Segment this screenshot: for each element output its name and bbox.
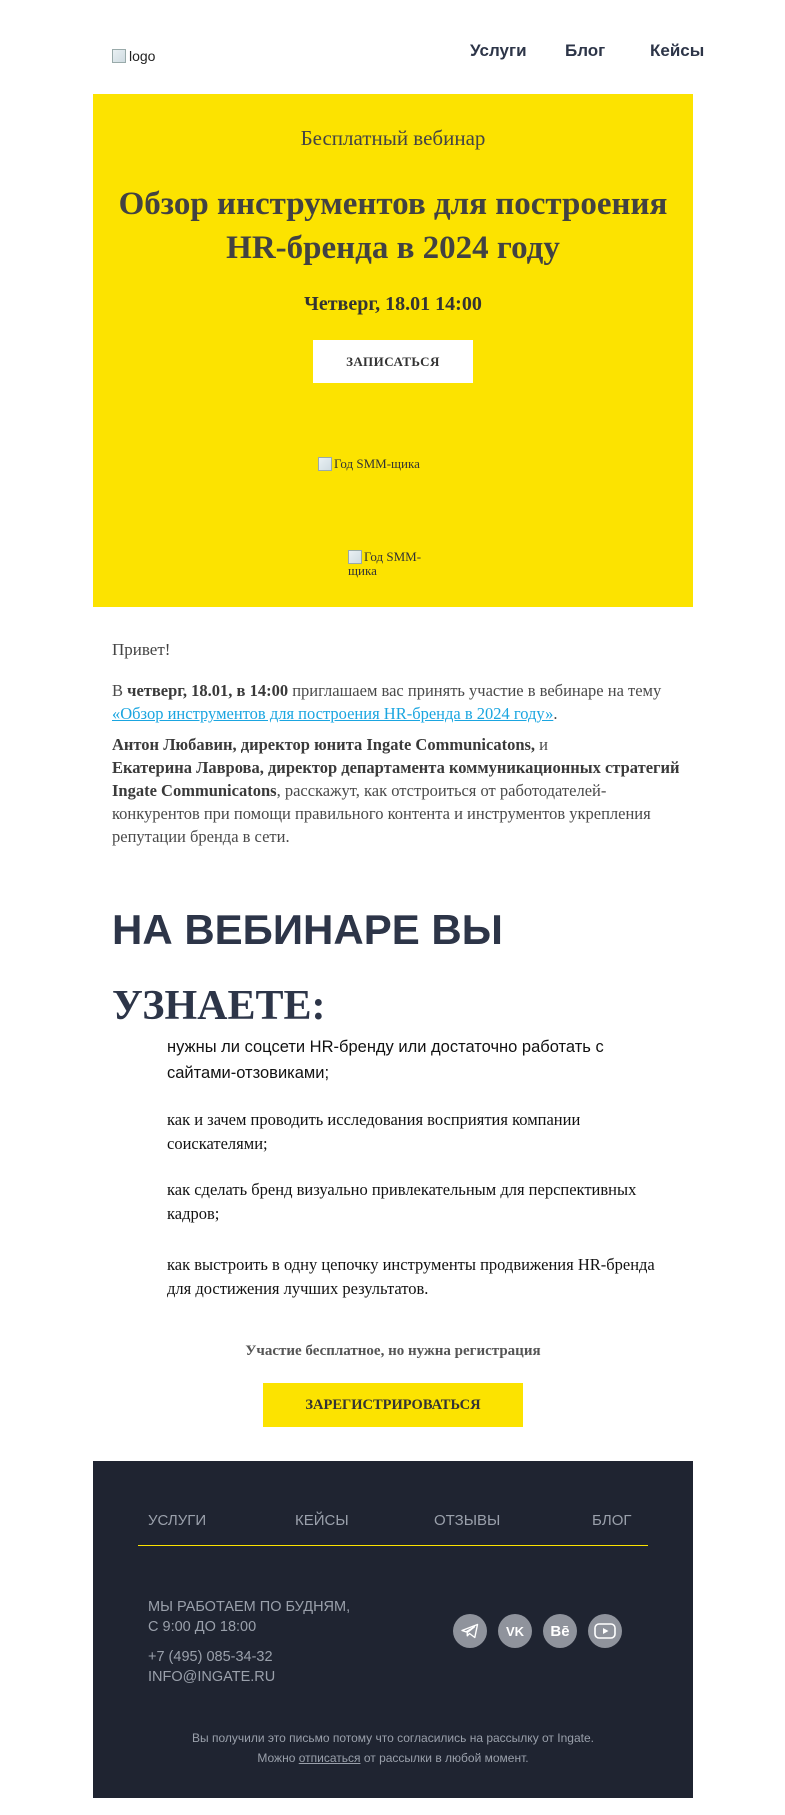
logo[interactable] — [112, 48, 155, 64]
behance-glyph: Bē — [550, 1622, 570, 1640]
speakers-text: и — [535, 735, 549, 754]
register-button[interactable]: ЗАРЕГИСТРИРОВАТЬСЯ — [263, 1383, 523, 1427]
footer-nav-services[interactable]: УСЛУГИ — [148, 1512, 207, 1529]
unsubscribe-link[interactable]: отписаться — [298, 1751, 361, 1765]
nav-item-services[interactable]: Услуги — [470, 41, 527, 60]
webinar-topic-link[interactable]: «Обзор инструментов для построения HR-бренда в 2024 году» — [112, 704, 554, 723]
hero-image-1-alt: Год SMM-щика — [334, 456, 420, 471]
section-heading-line1: НА ВЕБИНАРЕ ВЫ — [112, 906, 503, 953]
hero-title-line1: Обзор инструментов для построения — [118, 186, 668, 222]
speaker-2: Екатерина Лаврова, директор департамента коммуникационных стратегий Ingate Communicatons — [112, 758, 680, 800]
hero-image-2-alt: Год SMM-щика — [348, 549, 422, 578]
signup-button[interactable]: ЗАПИСАТЬСЯ — [313, 340, 473, 383]
vk-icon[interactable] — [498, 1614, 532, 1648]
section-heading-line2: УЗНАЕТЕ: — [112, 983, 326, 1029]
fine-text: от рассылки в любой момент. — [360, 1751, 529, 1765]
list-item: как сделать бренд визуально привлекательным для перспективных кадров; — [167, 1180, 637, 1223]
contacts — [148, 1647, 275, 1687]
fine-text: Можно — [257, 1751, 299, 1765]
broken-image-icon — [112, 49, 126, 63]
nav-item-blog[interactable]: Блог — [565, 41, 606, 60]
hero-image-1 — [318, 456, 420, 472]
speaker-1: Антон Любавин, директор юнита Ingate Communicatons, — [112, 735, 536, 754]
footer-nav-cases[interactable]: КЕЙСЫ — [295, 1512, 349, 1529]
intro-text: . — [553, 704, 558, 723]
list-item: как выстроить в одну цепочку инструменты продвижения HR-бренда для достижения лучших результатов. — [167, 1255, 655, 1298]
vk-glyph: VK — [505, 1623, 525, 1639]
working-hours-line1: МЫ РАБОТАЕМ ПО БУДНЯМ, — [148, 1599, 351, 1615]
list-item: как и зачем проводить исследования восприятия компании соискателями; — [167, 1110, 581, 1153]
unsubscribe-note-line1: Вы получили это письмо потому что согласились на рассылку от Ingate. — [192, 1731, 594, 1745]
youtube-icon[interactable] — [588, 1614, 622, 1648]
broken-image-icon — [348, 550, 362, 564]
speakers-text: , расскажут, как отстроиться от работодателей-конкурентов при помощи правильного контента и инструментов укрепления репутации бренда в сети. — [112, 781, 651, 846]
footer-nav-blog[interactable]: БЛОГ — [592, 1512, 632, 1529]
hero-title-line2: HR-бренда в 2024 году — [226, 230, 560, 266]
section-heading — [112, 892, 672, 1044]
behance-icon[interactable] — [543, 1614, 577, 1648]
intro-paragraph — [112, 679, 682, 725]
intro-date: четверг, 18.01, в 14:00 — [127, 681, 289, 700]
phone-link[interactable]: +7 (495) 085-34-32 — [148, 1649, 273, 1665]
working-hours-line2: С 9:00 ДО 18:00 — [148, 1619, 257, 1635]
intro-text: приглашаем вас принять участие в вебинаре на тему — [288, 681, 662, 700]
hero-image-2 — [348, 550, 432, 578]
telegram-icon[interactable] — [453, 1614, 487, 1648]
footer-nav-reviews[interactable]: ОТЗЫВЫ — [434, 1512, 501, 1529]
footer-divider — [138, 1545, 648, 1546]
greeting: Привет! — [112, 640, 171, 659]
intro-text: В — [112, 681, 128, 700]
telegram-glyph — [461, 1623, 479, 1639]
list-item: нужны ли соцсети HR-бренду или достаточно работать с сайтами-отзовиками; — [167, 1038, 604, 1082]
hero-title — [113, 182, 673, 270]
speakers-paragraph — [112, 733, 682, 848]
unsubscribe-note-line2 — [93, 1751, 693, 1765]
logo-alt-text: logo — [129, 48, 156, 64]
broken-image-icon — [318, 457, 332, 471]
working-hours — [148, 1597, 350, 1637]
hero-subtitle: Бесплатный вебинар — [300, 126, 486, 150]
email-link[interactable]: INFO@INGATE.RU — [148, 1669, 276, 1685]
registration-note: Участие бесплатное, но нужна регистрация — [245, 1343, 541, 1359]
hero-date: Четверг, 18.01 14:00 — [304, 293, 482, 315]
youtube-glyph — [594, 1623, 616, 1639]
nav-item-cases[interactable]: Кейсы — [650, 41, 705, 60]
